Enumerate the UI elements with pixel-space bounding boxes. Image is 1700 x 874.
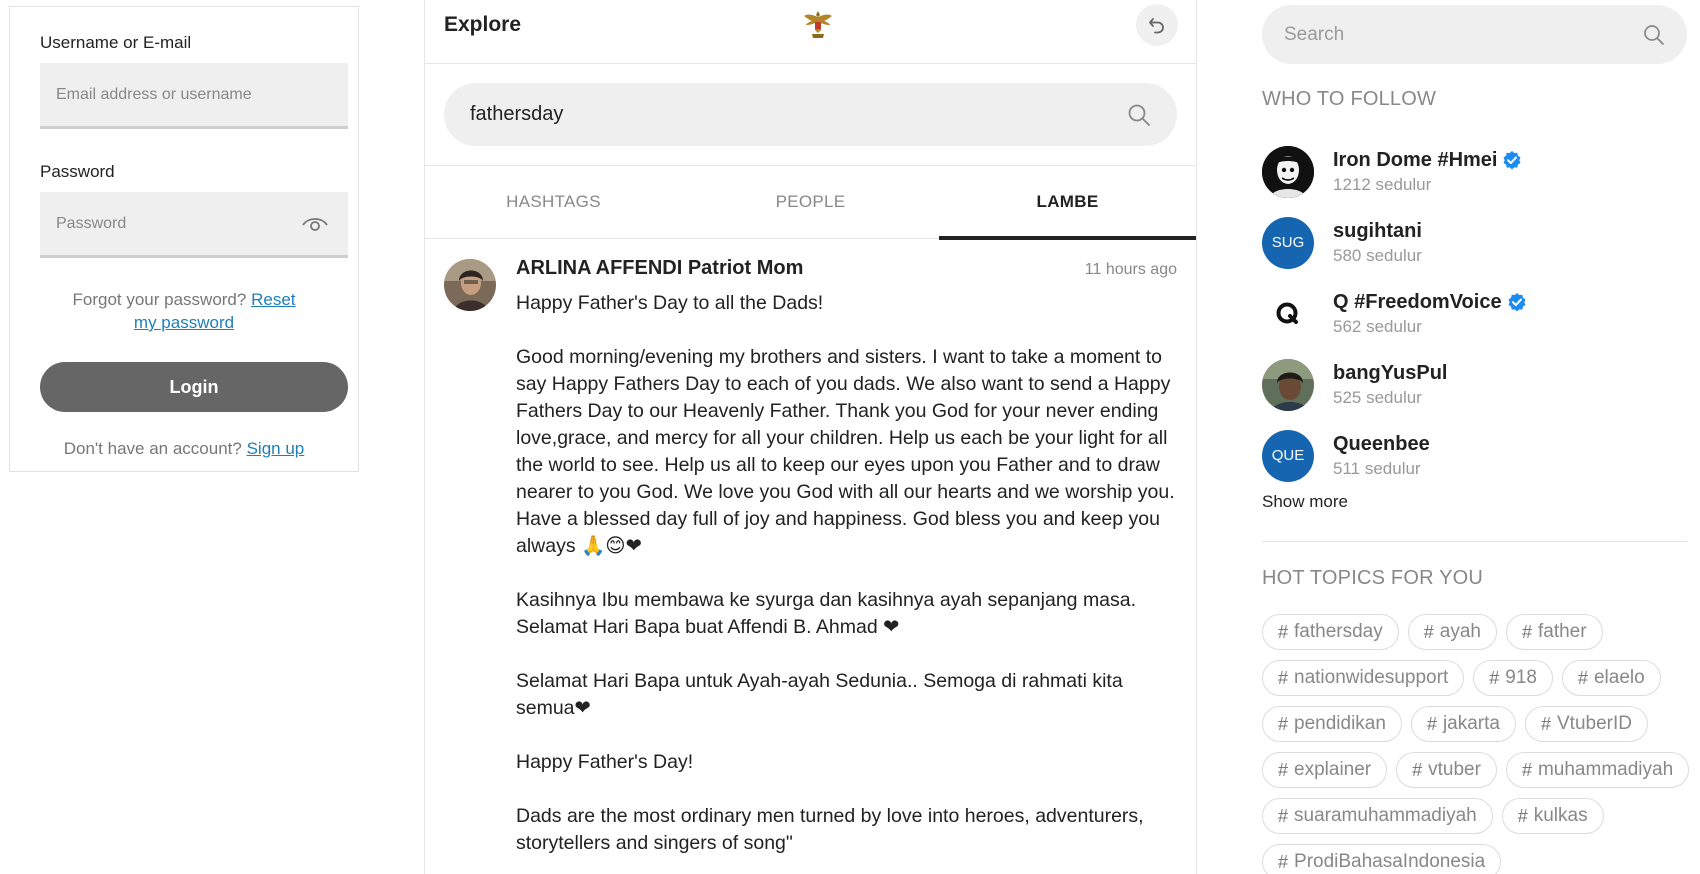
topic-label: vtuber (1428, 759, 1481, 780)
follow-info (1333, 291, 1527, 337)
hashtag-icon: # (1278, 667, 1289, 688)
follow-count: 525 sedulur (1333, 387, 1422, 407)
topic-chip[interactable] (1473, 660, 1553, 696)
follow-name[interactable] (1333, 362, 1447, 385)
follow-name[interactable] (1333, 220, 1422, 243)
follow-info (1333, 220, 1422, 266)
signup-text (30, 439, 338, 459)
topic-label: pendidikan (1294, 713, 1386, 734)
hashtag-icon: # (1278, 621, 1289, 642)
hashtag-icon: # (1577, 667, 1588, 688)
follow-count: 562 sedulur (1333, 316, 1422, 336)
hashtag-icon: # (1423, 621, 1434, 642)
topic-chip[interactable] (1262, 706, 1402, 742)
page-title: Explore (444, 13, 522, 36)
follow-info (1333, 149, 1522, 195)
tab-lambe[interactable]: LAMBE (939, 166, 1196, 238)
post-author[interactable]: ARLINA AFFENDI Patriot Mom (516, 257, 804, 279)
topic-label: fathersday (1294, 621, 1383, 642)
password-field-box (40, 192, 348, 258)
topic-label: suaramuhammadiyah (1294, 805, 1477, 826)
hashtag-icon: # (1517, 805, 1528, 826)
topic-chip[interactable] (1262, 660, 1464, 696)
hashtag-icon: # (1278, 713, 1289, 734)
show-more-link[interactable]: Show more (1262, 492, 1348, 511)
topic-chip[interactable] (1525, 706, 1648, 742)
post-header (516, 257, 1177, 280)
hashtag-icon: # (1540, 713, 1551, 734)
hot-topics-list (1262, 614, 1692, 874)
avatar[interactable] (1262, 288, 1314, 340)
follow-name[interactable] (1333, 291, 1527, 314)
avatar-photo-icon (1262, 359, 1314, 411)
username-input[interactable] (40, 63, 348, 126)
topic-chip[interactable] (1502, 798, 1604, 834)
topic-label: jakarta (1442, 713, 1500, 734)
search-icon[interactable] (1127, 103, 1151, 127)
explore-tabs (425, 166, 1196, 239)
post-body: Happy Father's Day to all the Dads! Good morning/evening my brothers and sisters. I want to take a moment to say Happy Fathers Day to each of you dads. We also want to send a Happy Fathers Day to our Heavenly Father. Thank you God for your never ending love,grace, and mercy for all your children. Help us each be your light for all the world to see. Help us all to keep our eyes upon you Father and to draw nearer to you God. We love you God with all our hearts and we worship you. Have a blessed day full of joy and happiness. God bless you and keep you always 🙏😊❤ Kasihnya Ibu membawa ke syurga dan kasihnya ayah sepanjang masa. Selamat Hari Bapa buat Affendi B. Ahmad ❤ Selamat Hari Bapa untuk Ayah-ayah Sedunia.. Semoga di rahmati kita semua❤ Happy Father's Day! Dads are the most ordinary men turned by love into heroes, adventurers, storytellers and singers of song" (516, 292, 1175, 854)
explore-search-input[interactable] (470, 103, 1127, 126)
avatar-photo-icon (444, 259, 496, 311)
list-item (1262, 420, 1687, 491)
avatar[interactable]: QUE (1262, 430, 1314, 482)
avatar[interactable] (1262, 359, 1314, 411)
topic-label: father (1537, 621, 1587, 642)
hashtag-icon: # (1521, 759, 1532, 780)
avatar-art-icon (1262, 146, 1314, 198)
password-label: Password (40, 162, 115, 181)
topic-label: elaelo (1593, 667, 1645, 688)
verified-badge-icon (1502, 150, 1522, 170)
topic-chip[interactable] (1262, 752, 1387, 788)
avatar[interactable] (1262, 146, 1314, 198)
username-label: Username or E-mail (40, 33, 192, 52)
hashtag-icon: # (1489, 667, 1500, 688)
right-sidebar (1262, 0, 1692, 874)
follow-name[interactable] (1333, 149, 1522, 172)
topic-label: muhammadiyah (1537, 759, 1674, 780)
topic-chip[interactable] (1408, 614, 1497, 650)
follow-info (1333, 433, 1430, 479)
hashtag-icon: # (1278, 851, 1289, 872)
post-timestamp: 11 hours ago (1084, 261, 1177, 278)
follow-count: 1212 sedulur (1333, 174, 1432, 194)
follow-name[interactable] (1333, 433, 1430, 456)
q-logo-icon (1262, 288, 1314, 340)
garuda-emblem-icon (803, 8, 833, 40)
hashtag-icon: # (1278, 759, 1289, 780)
hashtag-icon: # (1278, 805, 1289, 826)
topic-label: ProdiBahasaIndonesia (1294, 851, 1486, 872)
explore-header (425, 0, 1196, 64)
hot-topics-title: HOT TOPICS FOR YOU (1262, 567, 1484, 589)
verified-badge-icon (1507, 292, 1527, 312)
hashtag-icon: # (1426, 713, 1437, 734)
follow-name-text: Iron Dome #Hmei (1333, 148, 1498, 171)
topic-label: ayah (1439, 621, 1481, 642)
divider (1262, 541, 1687, 542)
login-button[interactable]: Login (40, 362, 348, 412)
follow-name-text: Queenbee (1333, 432, 1430, 455)
sidebar-search-input[interactable] (1284, 24, 1643, 46)
follow-list (1262, 136, 1687, 491)
follow-name-text: bangYusPul (1333, 361, 1448, 384)
hashtag-icon: # (1412, 759, 1423, 780)
follow-info (1333, 362, 1447, 408)
reset-password-link[interactable]: Reset my password (133, 290, 296, 332)
topic-label: VtuberID (1557, 713, 1632, 734)
avatar[interactable] (444, 259, 496, 311)
sidebar-search-bar (1262, 5, 1687, 64)
who-to-follow-title: WHO TO FOLLOW (1262, 88, 1437, 110)
topic-chip[interactable] (1562, 660, 1661, 696)
list-item (1262, 278, 1687, 349)
tab-people[interactable]: PEOPLE (775, 192, 846, 211)
post (425, 239, 1196, 857)
topic-label: explainer (1294, 759, 1372, 780)
follow-name-text: sugihtani (1333, 219, 1422, 242)
tab-hashtags[interactable]: HASHTAGS (506, 192, 601, 211)
follow-count: 580 sedulur (1333, 245, 1422, 265)
topic-chip[interactable] (1262, 614, 1399, 650)
follow-name-text: Q #FreedomVoice (1333, 290, 1502, 313)
topic-label: kulkas (1533, 805, 1588, 826)
topic-chip[interactable] (1506, 752, 1689, 788)
topic-chip[interactable] (1411, 706, 1516, 742)
no-account-label: Don't have an account? (63, 439, 242, 458)
topic-chip[interactable] (1262, 844, 1501, 874)
forgot-password-text (30, 288, 338, 334)
hashtag-icon: # (1521, 621, 1532, 642)
topic-label: 918 (1505, 667, 1537, 688)
back-button[interactable] (1136, 4, 1178, 46)
list-item (1262, 136, 1687, 207)
explore-search-bar (444, 83, 1177, 146)
forgot-label: Forgot your password? (72, 290, 247, 309)
list-item (1262, 349, 1687, 420)
undo-icon (1147, 15, 1167, 35)
topic-chip[interactable] (1506, 614, 1603, 650)
username-field-box (40, 63, 348, 129)
list-item (1262, 207, 1687, 278)
eye-icon[interactable] (302, 216, 328, 232)
follow-count: 511 sedulur (1333, 458, 1421, 478)
topic-chip[interactable] (1396, 752, 1497, 788)
topic-label: nationwidesupport (1294, 667, 1449, 688)
explore-column (424, 0, 1197, 874)
topic-chip[interactable] (1262, 798, 1493, 834)
explore-search-area (425, 64, 1196, 166)
search-icon[interactable] (1643, 24, 1665, 46)
login-card (9, 6, 359, 472)
avatar[interactable]: SUG (1262, 217, 1314, 269)
signup-link[interactable]: Sign up (246, 439, 305, 458)
